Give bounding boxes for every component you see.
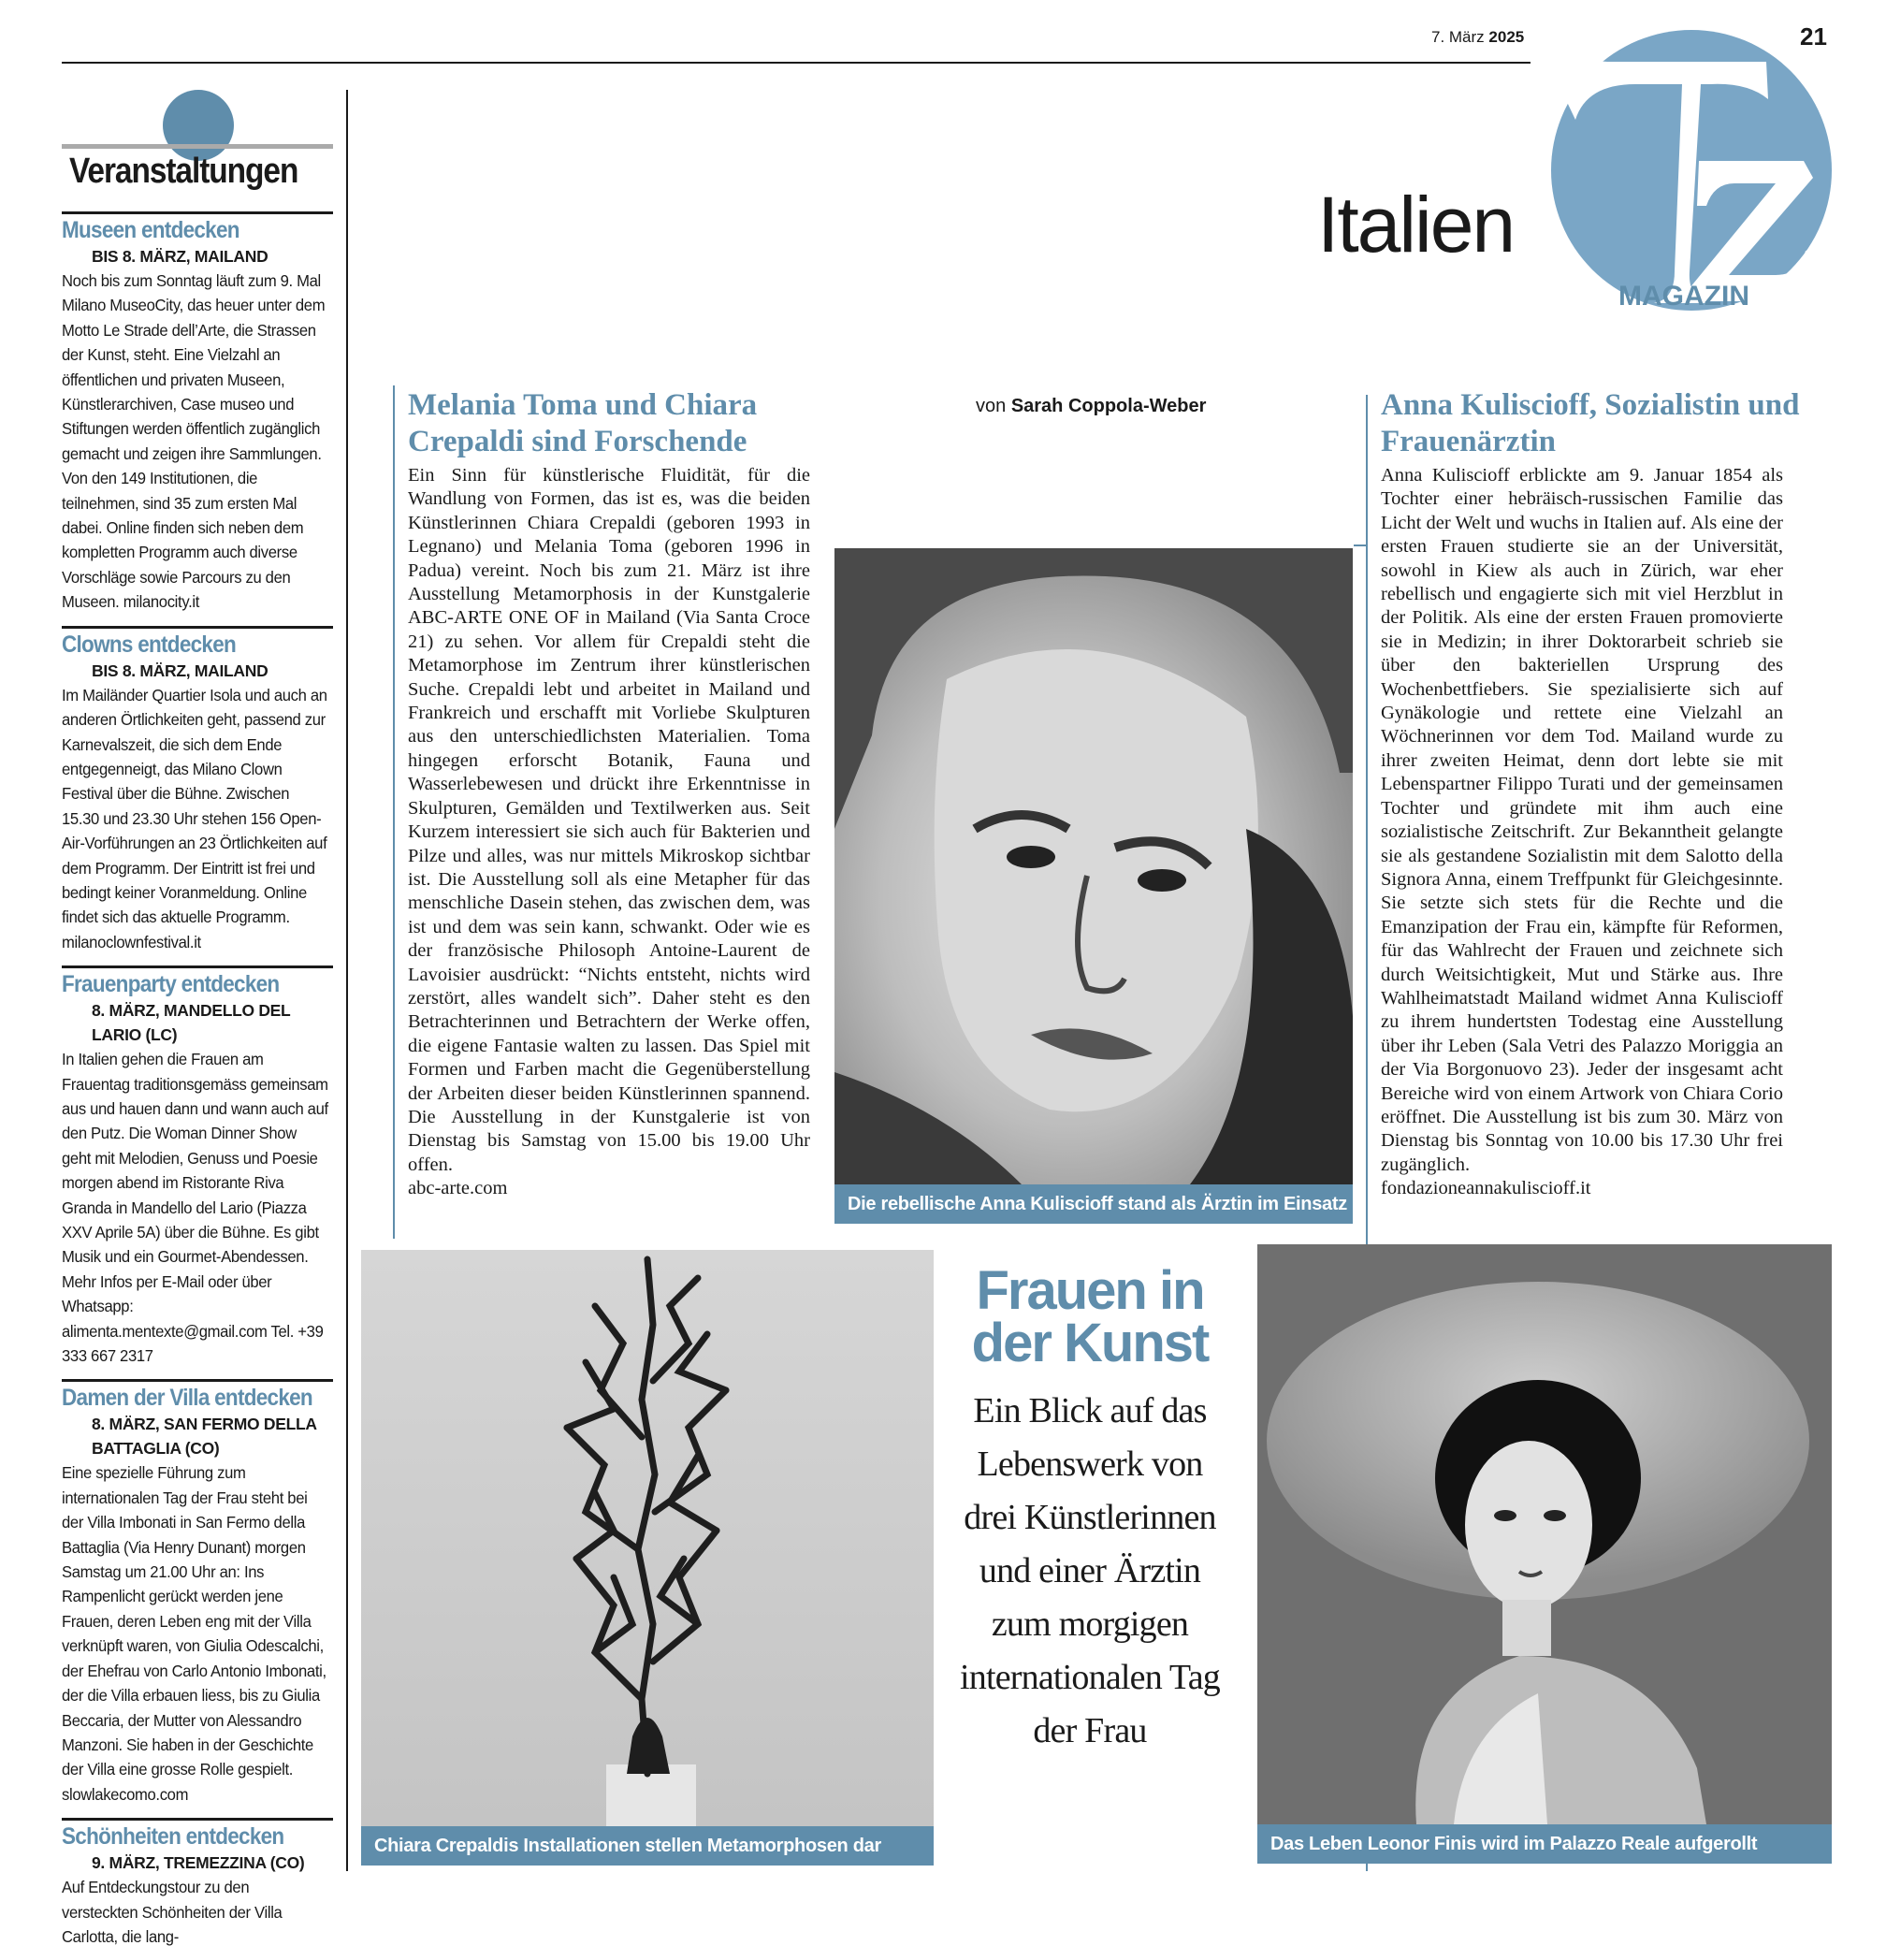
event-title: Museen entdecken <box>62 217 239 243</box>
feature-subtitle-line: Ein Blick auf das <box>973 1391 1207 1430</box>
feature-subtitle-line: drei Künstlerinnen <box>964 1498 1216 1537</box>
event-date-place: BIS 8. MÄRZ, MAILAND <box>92 661 268 680</box>
feature-subtitle <box>936 1385 1244 1758</box>
article-right-url: fondazioneannakuliscioff.it <box>1381 1178 1591 1199</box>
article-left-text: Ein Sinn für künstlerische Fluidität, für die Wandlung von Formen, das ist es, was die beiden Künstlerinnen Chiara Crepaldi (geboren 1993 in Legnano) und Melania Toma (geboren 1996 in Padua) vereint. Noch bis zum 21. März ist ihre Ausstellung Metamorphosis in der Kunstgalerie ABC-ARTE ONE OF in Mailand (Via Santa Croce 21) zu sehen. Vor allem für Crepaldi steht die Metamorphose im Zentrum ihrer künstlerischen Suche. Crepaldi lebt und arbeitet in Mailand und Frankreich und erschafft mit Vorliebe Skulpturen aus den unterschiedlichsten Materialien. Toma hingegen erforscht Botanik, Fauna und Wasserlebewesen und drückt ihre Erkenntnisse in Skulpturen, Gemälden und Textilwerken aus. Seit Kurzem interessiert sie sich auch für Bakterien und Pilze und alles, was nur mittels Mikroskop sichtbar ist. Die Ausstellung soll als eine Metapher für das menschliche Dasein stehen, das zwischen dem, was ist und dem was sein kann, schwankt. Oder wie es der französische Philosoph Antoine-Laurent de Lavoisier ausdrückt: “Nichts entsteht, nichts wird zerstört, alles wandelt sich”. Daher steht es den Betrachterinnen und Betrachtern der Werke offen, die eigene Fantasie walten zu lassen. Das Spiel mit Formen und Farben macht die Gegenüberstellung der Arbeiten dieser beiden Künstlerinnen spannend. Die Ausstellung in der Kunstgalerie ist von Dienstag bis Samstag von 15.00 bis 19.00 Uhr offen. <box>408 465 810 1175</box>
event-date-place: 8. MÄRZ, MANDELLO DEL LARIO (LC) <box>92 1001 291 1045</box>
feature-subtitle-line: der Frau <box>1033 1711 1147 1750</box>
event-title: Frauenparty entdecken <box>62 971 280 998</box>
issue-date-day: 7. März <box>1431 28 1485 46</box>
sidebar-divider <box>346 90 348 1871</box>
byline <box>976 396 1206 417</box>
event-text: In Italien gehen die Frauen am Frauentag traditionsgemäss gemeinsam aus und hauen dann und wann auch auf den Putz. Die Woman Dinner Show geht mit Melodien, Genuss und Poesie morgen abend im Ristorante Riva Granda in Mandello del Lario (Piazza XXV Aprile 5A) über die Bühne. Es gibt Musik und ein Gourmet-Abendessen. Mehr Infos per E-Mail oder über Whatsapp: alimenta.mentexte@gmail.com Tel. +39 333 667 2317 <box>62 1050 328 1366</box>
article-left-url: abc-arte.com <box>408 1178 508 1199</box>
portrait-caption: Die rebellische Anna Kuliscioff stand als Ärztin im Einsatz <box>834 1184 1353 1224</box>
event-item <box>62 1379 333 1807</box>
painting-caption: Das Leben Leonor Finis wird im Palazzo Reale aufgerollt <box>1257 1824 1832 1864</box>
portrait-photo <box>834 548 1353 1184</box>
section-title: Italien <box>1317 181 1515 269</box>
logo-subtitle: MAGAZIN <box>1618 281 1749 312</box>
event-text: Eine spezielle Führung zum internationalen Tag der Frau steht bei der Villa Imbonati in San Fermo della Battaglia (Via Henry Dunant) morgen Samstag um 21.00 Uhr an: Ins Rampenlicht gerückt werden jene Frauen, deren Leben eng mit der Villa verknüpft waren, von Giulia Odescalchi, der Ehefrau von Carlo Antonio Imbonati, der die Villa erbauen liess, bis zu Giulia Beccaria, der Mutter von Alessandro Manzoni. Sie haben in der Geschichte der Villa eine grosse Rolle gespielt. slowlakecomo.com <box>62 1463 326 1804</box>
event-item <box>62 965 333 1368</box>
feature-title <box>936 1260 1244 1373</box>
event-date-place: BIS 8. MÄRZ, MAILAND <box>92 247 268 266</box>
sidebar-top-bar <box>62 144 333 149</box>
painting-photo <box>1257 1244 1832 1824</box>
article-left-rule <box>393 385 395 1239</box>
byline-author: Sarah Coppola-Weber <box>1010 396 1207 416</box>
event-item <box>62 1818 333 1949</box>
feature-title-line: Frauen in <box>976 1260 1204 1321</box>
event-item <box>62 626 333 954</box>
feature-title-line: der Kunst <box>971 1313 1209 1373</box>
feature-subtitle-line: internationalen Tag <box>960 1658 1220 1697</box>
feature-subtitle-line: Lebenswerk von <box>977 1445 1203 1484</box>
tz-magazine-logo <box>1542 30 1832 320</box>
sculpture-photo <box>361 1250 934 1826</box>
event-text: Noch bis zum Sonntag läuft zum 9. Mal Milano MuseoCity, das heuer unter dem Motto Le Strade dell’Arte, die Strassen der Kunst, steht. Eine Vielzahl an öffentlichen und privaten Museen, Künstlerarchiven, Case museo und Stiftungen werden öffentlich zugänglich gemacht und zeigen ihre Sammlungen. Von den 149 Institutionen, die teilnehmen, sind 35 zum ersten Mal dabei. Online finden sich neben dem kompletten Programm auch diverse Vorschläge sowie Parcours zu den Museen. milanocity.it <box>62 271 326 612</box>
sidebar-heading: Veranstaltungen <box>69 152 298 191</box>
event-date-place: 8. MÄRZ, SAN FERMO DELLA BATTAGLIA (CO) <box>92 1415 317 1459</box>
event-title: Schönheiten entdecken <box>62 1823 284 1851</box>
event-text: Auf Entdeckungstour zu den versteckten Schönheiten der Villa Carlotta, die lang- <box>62 1878 283 1946</box>
event-text: Im Mailänder Quartier Isola und auch an anderen Örtlichkeiten geht, passend zur Karnevalszeit, die sich dem Ende entgegenneigt, das Milano Clown Festival über die Bühne. Zwischen 15.30 und 23.30 Uhr stehen 156 Open-Air-Vorführungen an 23 Örtlichkeiten auf dem Programm. Der Eintritt ist frei und bedingt keiner Voranmeldung. Online findet sich das aktuelle Programm. milanoclownfestival.it <box>62 685 327 951</box>
sculpture-caption: Chiara Crepaldis Installationen stellen Metamorphosen dar <box>361 1826 934 1866</box>
article-left-headline: Melania Toma und Chiara Crepaldi sind Forschende <box>408 388 758 458</box>
event-title: Clowns entdecken <box>62 631 237 658</box>
sidebar-dot-ornament <box>163 90 234 142</box>
event-list <box>62 211 333 1960</box>
page-number: 21 <box>1800 22 1827 51</box>
issue-date-year: 2025 <box>1488 28 1525 46</box>
top-rule <box>62 62 1531 64</box>
issue-date <box>1431 28 1524 47</box>
article-left-body <box>408 464 810 1201</box>
event-date-place: 9. MÄRZ, TREMEZZINA (CO) <box>92 1853 305 1873</box>
feature-subtitle-line: zum morgigen <box>991 1604 1189 1644</box>
feature-subtitle-line: und einer Ärztin <box>979 1551 1201 1590</box>
article-right-headline: Anna Kuliscioff, Sozialistin und Frauenärztin <box>1381 388 1800 458</box>
event-title: Damen der Villa entdecken <box>62 1385 312 1412</box>
article-right-text: Anna Kuliscioff erblickte am 9. Januar 1854 als Tochter einer hebräisch-russischen Familie das Licht der Welt und wuchs in Italien auf. Als eine der ersten Frauen studierte sie an der Universität, sowohl in Kiew als auch in Zürich, war eher rebellisch und engagierte sich mit viel Herzblut in der Politik. Als eine der ersten Frauen promovierte sie in Medizin; in ihrer Doktorarbeit schrieb sie über den bakteriellen Ursprung des Wochenbettfiebers. Sie spezialisierte sich auf Gynäkologie und rettete eine Vielzahl an Wöchnerinnen vor dem Tod. Mailand wurde zu ihrer zweiten Heimat, denn dort lebte sie mit Lebenspartner Filippo Turati und der gemeinsamen Tochter und gründete mit ihm auch eine sozialistische Zeitschrift. Zur Bekanntheit gelangte sie als gestandene Sozialistin mit dem Salotto della Signora Anna, einem Treffpunkt für Gleichgesinnte. Sie setzte sich stets für die Rechte und die Emanzipation der Frau ein, kämpfte für Reformen, für das Wahlrecht der Frauen und zeichnete sich durch Weitsichtigkeit, Mut und Stärke aus. Ihre Wahlheimatstadt Mailand widmet Anna Kuliscioff zu ihrem hundertsten Todestag eine Ausstellung über ihr Leben (Sala Vetri des Palazzo Moriggia an der Via Borgonuovo 23). Jeder der insgesamt acht Bereiche wird von einem Artwork von Chiara Corio eröffnet. Die Ausstellung ist bis zum 30. März von Dienstag bis Sonntag von 10.00 bis 17.30 Uhr frei zugänglich. <box>1381 465 1783 1175</box>
article-right-body <box>1381 464 1783 1201</box>
byline-prefix: von <box>976 396 1007 416</box>
event-item <box>62 211 333 615</box>
article-right-rule-notch <box>1354 544 1367 546</box>
